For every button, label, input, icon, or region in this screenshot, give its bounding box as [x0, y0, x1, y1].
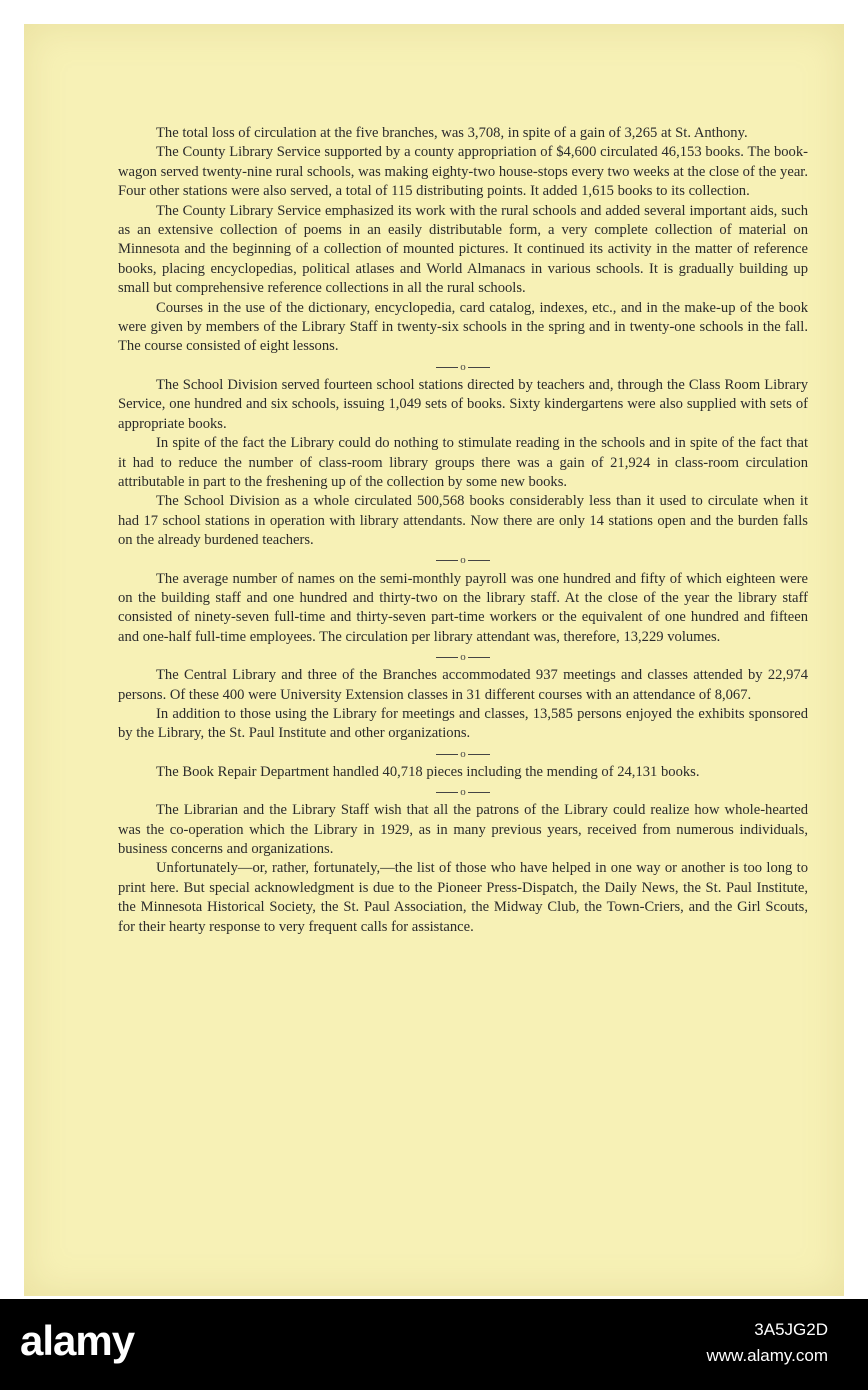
- site-url: www.alamy.com: [706, 1346, 828, 1365]
- paragraph: Courses in the use of the dictionary, encyclopedia, card catalog, indexes, etc., and in the make-up of the book were given by members of the Library Staff in twenty-six schools in the spring and in twenty-one schools in the fall. The course consisted of eight lessons.: [118, 299, 808, 355]
- section-separator: o: [118, 551, 808, 570]
- paragraph: The County Library Service emphasized its work with the rural schools and added several important aids, such as an extensive collection of poems in an easily distributable form, a very complete collection of material on Minnesota and the beginning of a collection of mounted pictures. It continued its activity in the matter of reference books, placing encyclopedias, political atlases and World Almanacs in various schools. It is gradually building up small but comprehensive reference collections in all the rural schools.: [118, 202, 808, 297]
- paragraph: The School Division as a whole circulated 500,568 books considerably less than it used to circulate when it had 17 school stations in operation with library attendants. Now there are only 14 stations open and the burden falls on the already burdened teachers.: [118, 493, 808, 549]
- scanned-page: [24, 24, 844, 1296]
- image-id: 3A5JG2D: [754, 1320, 828, 1339]
- paragraph: The total loss of circulation at the five branches, was 3,708, in spite of a gain of 3,265 at St. Anthony.: [156, 125, 748, 141]
- document-body: [118, 124, 808, 937]
- paragraph: In addition to those using the Library for meetings and classes, 13,585 persons enjoyed the exhibits sponsored by the Library, the St. Paul Institute and other organizations.: [118, 705, 808, 742]
- alamy-logo: alamy: [20, 1317, 135, 1364]
- section-separator: o: [118, 782, 808, 801]
- paragraph: The average number of names on the semi-monthly payroll was one hundred and fifty of which eighteen were on the building staff and one hundred and thirty-two on the library staff. At the close of the year the library staff consisted of ninety-seven full-time and thirty-seven part-time workers or the equivalent of one hundred and fifteen and one-half full-time employees. The circulation per library attendant was, therefore, 13,229 volumes.: [118, 570, 808, 645]
- paragraph: In spite of the fact the Library could do nothing to stimulate reading in the schools and in spite of the fact that it had to reduce the number of class-room library groups there was a gain of 21,924 in class-room circulation attributable in part to the freshening up of the collection by some new books.: [118, 435, 808, 490]
- paragraph: The Central Library and three of the Branches accommodated 937 meetings and classes attended by 22,974 persons. Of these 400 were University Extension classes in 31 different courses with an attendance of 8,067.: [118, 667, 808, 703]
- paragraph: The County Library Service supported by a county appropriation of $4,600 circulated 46,153 books. The book-wagon served twenty-nine rural schools, was making eighty-two house-stops every two weeks at the close of the year. Four other stations were also served, a total of 115 distributing points. It added 1,615 books to its collection.: [118, 144, 808, 200]
- paragraph: Unfortunately—or, rather, fortunately,—the list of those who have helped in one way or another is too long to print here. But special acknowledgment is due to the Pioneer Press-Dispatch, the Daily News, the St. Paul Institute, the Minnesota Historical Society, the St. Paul Association, the Midway Club, the Town-Criers, and the Girl Scouts, for their hearty response to very frequent calls for assistance.: [118, 860, 808, 935]
- section-separator: o: [118, 357, 808, 376]
- paragraph: The Librarian and the Library Staff wish that all the patrons of the Library could realize how whole-hearted was the co-operation which the Library in 1929, as in many previous years, received from numerous individuals, business concerns and organizations.: [118, 802, 808, 857]
- section-separator: o: [118, 744, 808, 763]
- watermark-footer: [0, 1299, 868, 1390]
- paragraph: The Book Repair Department handled 40,718 pieces including the mending of 24,131 books.: [156, 763, 700, 780]
- image-reference: [706, 1317, 828, 1369]
- paragraph: The School Division served fourteen school stations directed by teachers and, through the Class Room Library Service, one hundred and six schools, issuing 1,049 sets of books. Sixty kindergartens were also supplied with sets of appropriate books.: [118, 376, 808, 432]
- section-separator: o: [118, 647, 808, 666]
